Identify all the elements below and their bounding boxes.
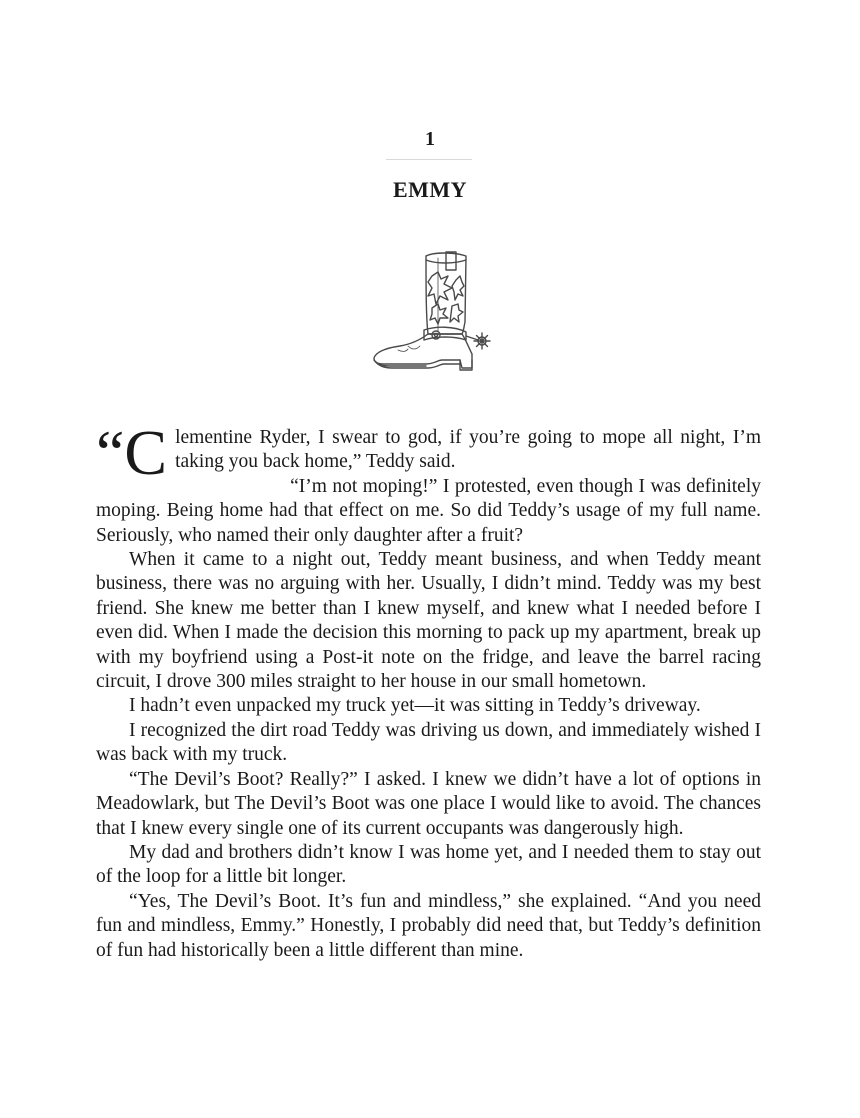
cowboy-boot-icon — [368, 246, 492, 374]
paragraph-text: lementine Ryder, I swear to god, if you’re going to mope all night, I’m taking you back home,” Teddy said. — [175, 427, 761, 473]
paragraph — [96, 417, 761, 488]
chapter-title: EMMY — [392, 177, 468, 202]
paragraph: My dad and brothers didn’t know I was home yet, and I needed them to stay out of the loop for a little bit longer. — [96, 841, 761, 888]
paragraph: When it came to a night out, Teddy meant business, and when Teddy meant business, there was no arguing with her. Usually, I didn’t mind. Teddy was my best friend. She knew me better than I knew myself, and knew what I needed before I even did. When I made the decision this morning to pack up my apartment, break up with my boyfriend using a Post-it note on the fridge, and leave the barrel racing circuit, I drove 300 miles straight to her house in our small hometown. — [96, 549, 761, 693]
chapter-number: 1 — [425, 128, 435, 150]
chapter-divider — [386, 159, 472, 160]
paragraph: I recognized the dirt road Teddy was driving us down, and immediately wished I was back with my truck. — [96, 719, 761, 766]
chapter-body — [96, 417, 761, 963]
paragraph: “I’m not moping!” I protested, even though I was definitely moping. Being home had that effect on me. So did Teddy’s usage of my full name. Seriously, who named their only daughter after a fruit? — [96, 475, 761, 546]
drop-cap: “C — [96, 417, 168, 488]
paragraph: I hadn’t even unpacked my truck yet—it was sitting in Teddy’s driveway. — [129, 695, 701, 717]
paragraph: “The Devil’s Boot? Really?” I asked. I knew we didn’t have a lot of options in Meadowlark, but The Devil’s Boot was one place I would like to avoid. The chances that I knew every single one of its current occupants was dangerously high. — [96, 768, 761, 839]
paragraph: “Yes, The Devil’s Boot. It’s fun and mindless,” she explained. “And you need fun and mindless, Emmy.” Honestly, I probably did need that, but Teddy’s definition of fun had historically been a little different than mine. — [96, 890, 761, 961]
